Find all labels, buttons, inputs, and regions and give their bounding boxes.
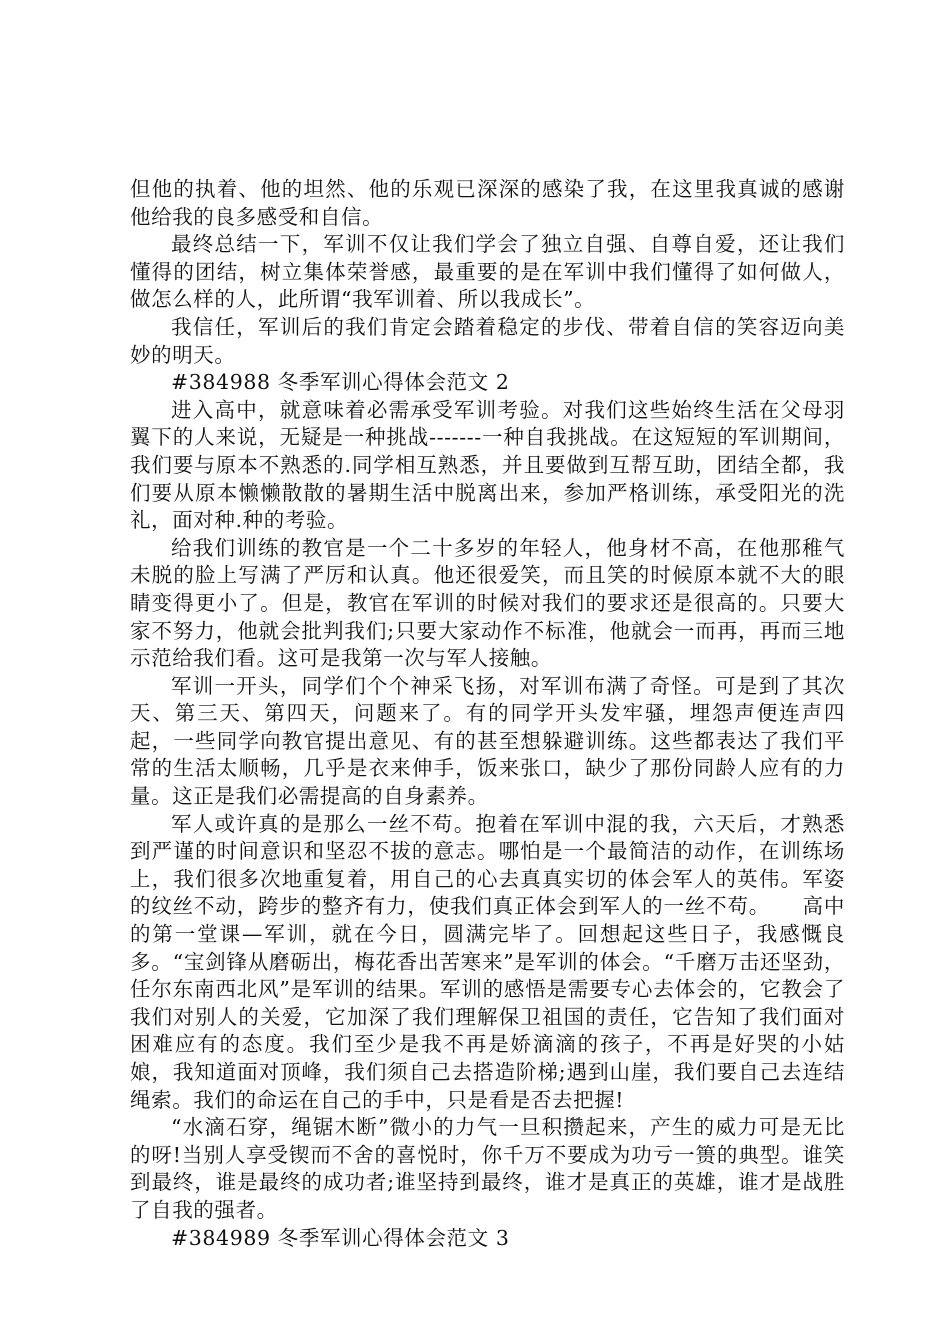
document-body xyxy=(130,176,845,1252)
paragraph: 我信任，军训后的我们肯定会踏着稳定的步伐、带着自信的笑容迈向美妙的明天。 xyxy=(130,314,845,367)
section-heading: #384988 冬季军训心得体会范文 2 xyxy=(171,370,510,395)
paragraph: 给我们训练的教官是一个二十多岁的年轻人，他身材不高，在他那稚气未脱的脸上写满了严厉和认真。他还很爱笑，而且笑的时候原本就不大的眼睛变得更小了。但是，教官在军训的时候对我们的要求还是很高的。只要大家不努力，他就会批判我们;只要大家动作不标准，他就会一而再，再而三地示范给我们看。这可是我第一次与军人接触。 xyxy=(130,535,845,671)
paragraph: 军人或许真的是那么一丝不苟。抱着在军训中混的我，六天后，才熟悉到严谨的时间意识和坚忍不拔的意志。哪怕是一个最简洁的动作，在训练场上，我们很多次地重复着，用自己的心去真真实切的体会军人的英伟。军姿的纹丝不动，跨步的整齐有力，使我们真正体会到军人的一丝不苟。 高中的第一堂课—军训，就在今日，圆满完毕了。回想起这些日子，我感慨良多。“宝剑锋从磨砺出，梅花香出苦寒来”是军训的体会。“千磨万击还坚劲，任尔东南西北风”是军训的结果。军训的感悟是需要专心去体会的，它教会了我们对别人的关爱，它加深了我们理解保卫祖国的责任，它告知了我们面对困难应有的态度。我们至少是我不再是娇滴滴的孩子，不再是好哭的小姑娘，我知道面对顶峰，我们须自己去搭造阶梯;遇到山崖，我们要自己去连结绳索。我们的命运在自己的手中，只是看是否去把握! xyxy=(130,811,845,1112)
paragraph: 但他的执着、他的坦然、他的乐观已深深的感染了我，在这里我真诚的感谢他给我的良多感受和自信。 xyxy=(130,177,845,229)
section-heading: #384989 冬季军训心得体会范文 3 xyxy=(171,1225,510,1250)
paragraph: “水滴石穿，绳锯木断”微小的力气一旦积攒起来，产生的威力可是无比的呀!当别人享受锲而不舍的喜悦时，你千万不要成为功亏一篑的典型。谁笑到最终，谁是最终的成功者;谁坚持到最终，谁才是真正的英雄，谁才是战胜了自我的强者。 xyxy=(130,1115,845,1222)
paragraph: 进入高中，就意味着必需承受军训考验。对我们这些始终生活在父母羽翼下的人来说，无疑是一种挑战-------一种自我挑战。在这短短的军训期间，我们要与原本不熟悉的.同学相互熟悉，并且要做到互帮互助，团结全都，我们要从原本懒懒散散的暑期生活中脱离出来，参加严格训练，承受阳光的洗礼，面对种.种的考验。 xyxy=(130,397,845,533)
paragraph: 军训一开头，同学们个个神采飞扬，对军训布满了奇怪。可是到了其次天、第三天、第四天，问题来了。有的同学开头发牢骚，埋怨声便连声四起，一些同学向教官提出意见、有的甚至想躲避训练。这些都表达了我们平常的生活太顺畅，几乎是衣来伸手，饭来张口，缺少了那份同龄人应有的力量。这正是我们必需提高的自身素养。 xyxy=(130,673,845,809)
paragraph: 最终总结一下，军训不仅让我们学会了独立自强、自尊自爱，还让我们懂得的团结，树立集体荣誉感，最重要的是在军训中我们懂得了如何做人，做怎么样的人，此所谓“我军训着、所以我成长”。 xyxy=(130,232,845,312)
